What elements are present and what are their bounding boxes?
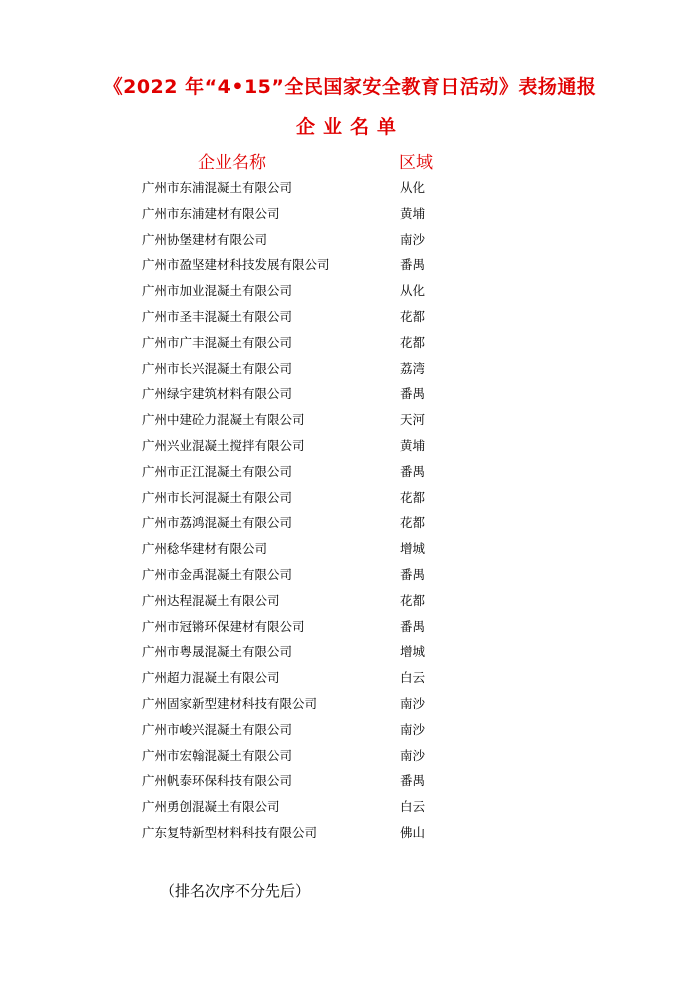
list-item xyxy=(0,281,700,307)
company-name: 广州市冠锵环保建材有限公司 xyxy=(142,618,305,634)
ordering-note: （排名次序不分先后） xyxy=(160,882,311,900)
document-subtitle: 企业名单 xyxy=(295,116,404,138)
company-region: 从化 xyxy=(400,283,426,299)
company-name: 广州市荔鸿混凝土有限公司 xyxy=(142,515,293,531)
company-name: 广州市粤晟混凝土有限公司 xyxy=(142,644,293,660)
company-region: 花都 xyxy=(400,515,426,531)
list-item xyxy=(0,591,700,617)
company-name: 广州市正江混凝土有限公司 xyxy=(142,463,293,479)
list-item xyxy=(0,359,700,385)
list-item xyxy=(0,565,700,591)
list-item xyxy=(0,204,700,230)
list-item xyxy=(0,771,700,797)
company-name: 广州市长河混凝土有限公司 xyxy=(142,489,293,505)
list-item xyxy=(0,384,700,410)
company-name: 广州市东浦建材有限公司 xyxy=(142,205,280,221)
company-name: 广州绿宇建筑材料有限公司 xyxy=(142,386,293,402)
list-item xyxy=(0,410,700,436)
company-region: 番禺 xyxy=(400,566,426,582)
company-name: 广州稔华建材有限公司 xyxy=(142,541,268,557)
list-item xyxy=(0,797,700,823)
company-region: 番禺 xyxy=(400,618,426,634)
company-region: 增城 xyxy=(400,644,426,660)
list-item xyxy=(0,539,700,565)
company-region: 南沙 xyxy=(400,747,426,763)
company-name: 广州市盈坚建材科技发展有限公司 xyxy=(142,257,330,273)
company-region: 南沙 xyxy=(400,695,426,711)
column-header-company-name: 企业名称 xyxy=(198,153,266,173)
list-item xyxy=(0,694,700,720)
list-item xyxy=(0,307,700,333)
company-region: 番禺 xyxy=(400,773,426,789)
company-region: 荔湾 xyxy=(400,360,426,376)
list-item xyxy=(0,668,700,694)
company-name: 广州固家新型建材科技有限公司 xyxy=(142,695,318,711)
company-name: 广州勇创混凝土有限公司 xyxy=(142,799,280,815)
company-name: 广州兴业混凝土搅拌有限公司 xyxy=(142,437,305,453)
company-region: 天河 xyxy=(400,412,426,428)
company-region: 番禺 xyxy=(400,257,426,273)
company-list xyxy=(0,178,700,849)
list-item xyxy=(0,720,700,746)
list-item xyxy=(0,178,700,204)
company-region: 花都 xyxy=(400,334,426,350)
company-region: 增城 xyxy=(400,541,426,557)
company-region: 番禺 xyxy=(400,386,426,402)
company-region: 黄埔 xyxy=(400,205,426,221)
column-header-region: 区域 xyxy=(399,153,433,173)
company-name: 广州市圣丰混凝土有限公司 xyxy=(142,308,293,324)
list-item xyxy=(0,642,700,668)
list-item xyxy=(0,513,700,539)
company-region: 黄埔 xyxy=(400,437,426,453)
list-item xyxy=(0,333,700,359)
company-region: 南沙 xyxy=(400,721,426,737)
list-item xyxy=(0,746,700,772)
company-region: 白云 xyxy=(400,670,426,686)
list-item xyxy=(0,230,700,256)
document-title: 《2022 年“4•15”全民国家安全教育日活动》表扬通报 xyxy=(103,76,597,98)
company-name: 广州达程混凝土有限公司 xyxy=(142,592,280,608)
company-region: 花都 xyxy=(400,308,426,324)
company-region: 从化 xyxy=(400,180,426,195)
list-item xyxy=(0,488,700,514)
list-item xyxy=(0,462,700,488)
company-region: 佛山 xyxy=(400,824,426,840)
company-name: 广州市宏翰混凝土有限公司 xyxy=(142,747,293,763)
company-name: 广州超力混凝土有限公司 xyxy=(142,670,280,686)
company-region: 南沙 xyxy=(400,231,426,247)
company-region: 番禺 xyxy=(400,463,426,479)
list-item xyxy=(0,617,700,643)
list-item xyxy=(0,436,700,462)
company-name: 广州市峻兴混凝土有限公司 xyxy=(142,721,293,737)
company-name: 广州中建砼力混凝土有限公司 xyxy=(142,412,305,428)
list-item xyxy=(0,255,700,281)
company-name: 广州市加业混凝土有限公司 xyxy=(142,283,293,299)
company-name: 广州帆泰环保科技有限公司 xyxy=(142,773,293,789)
company-region: 花都 xyxy=(400,592,426,608)
company-region: 花都 xyxy=(400,489,426,505)
company-name: 广东复特新型材料科技有限公司 xyxy=(142,824,318,840)
company-name: 广州市广丰混凝土有限公司 xyxy=(142,334,293,350)
company-name: 广州市东浦混凝土有限公司 xyxy=(142,180,293,195)
company-name: 广州协堡建材有限公司 xyxy=(142,231,268,247)
company-name: 广州市金禹混凝土有限公司 xyxy=(142,566,293,582)
company-name: 广州市长兴混凝土有限公司 xyxy=(142,360,293,376)
company-region: 白云 xyxy=(400,799,426,815)
list-item xyxy=(0,823,700,849)
